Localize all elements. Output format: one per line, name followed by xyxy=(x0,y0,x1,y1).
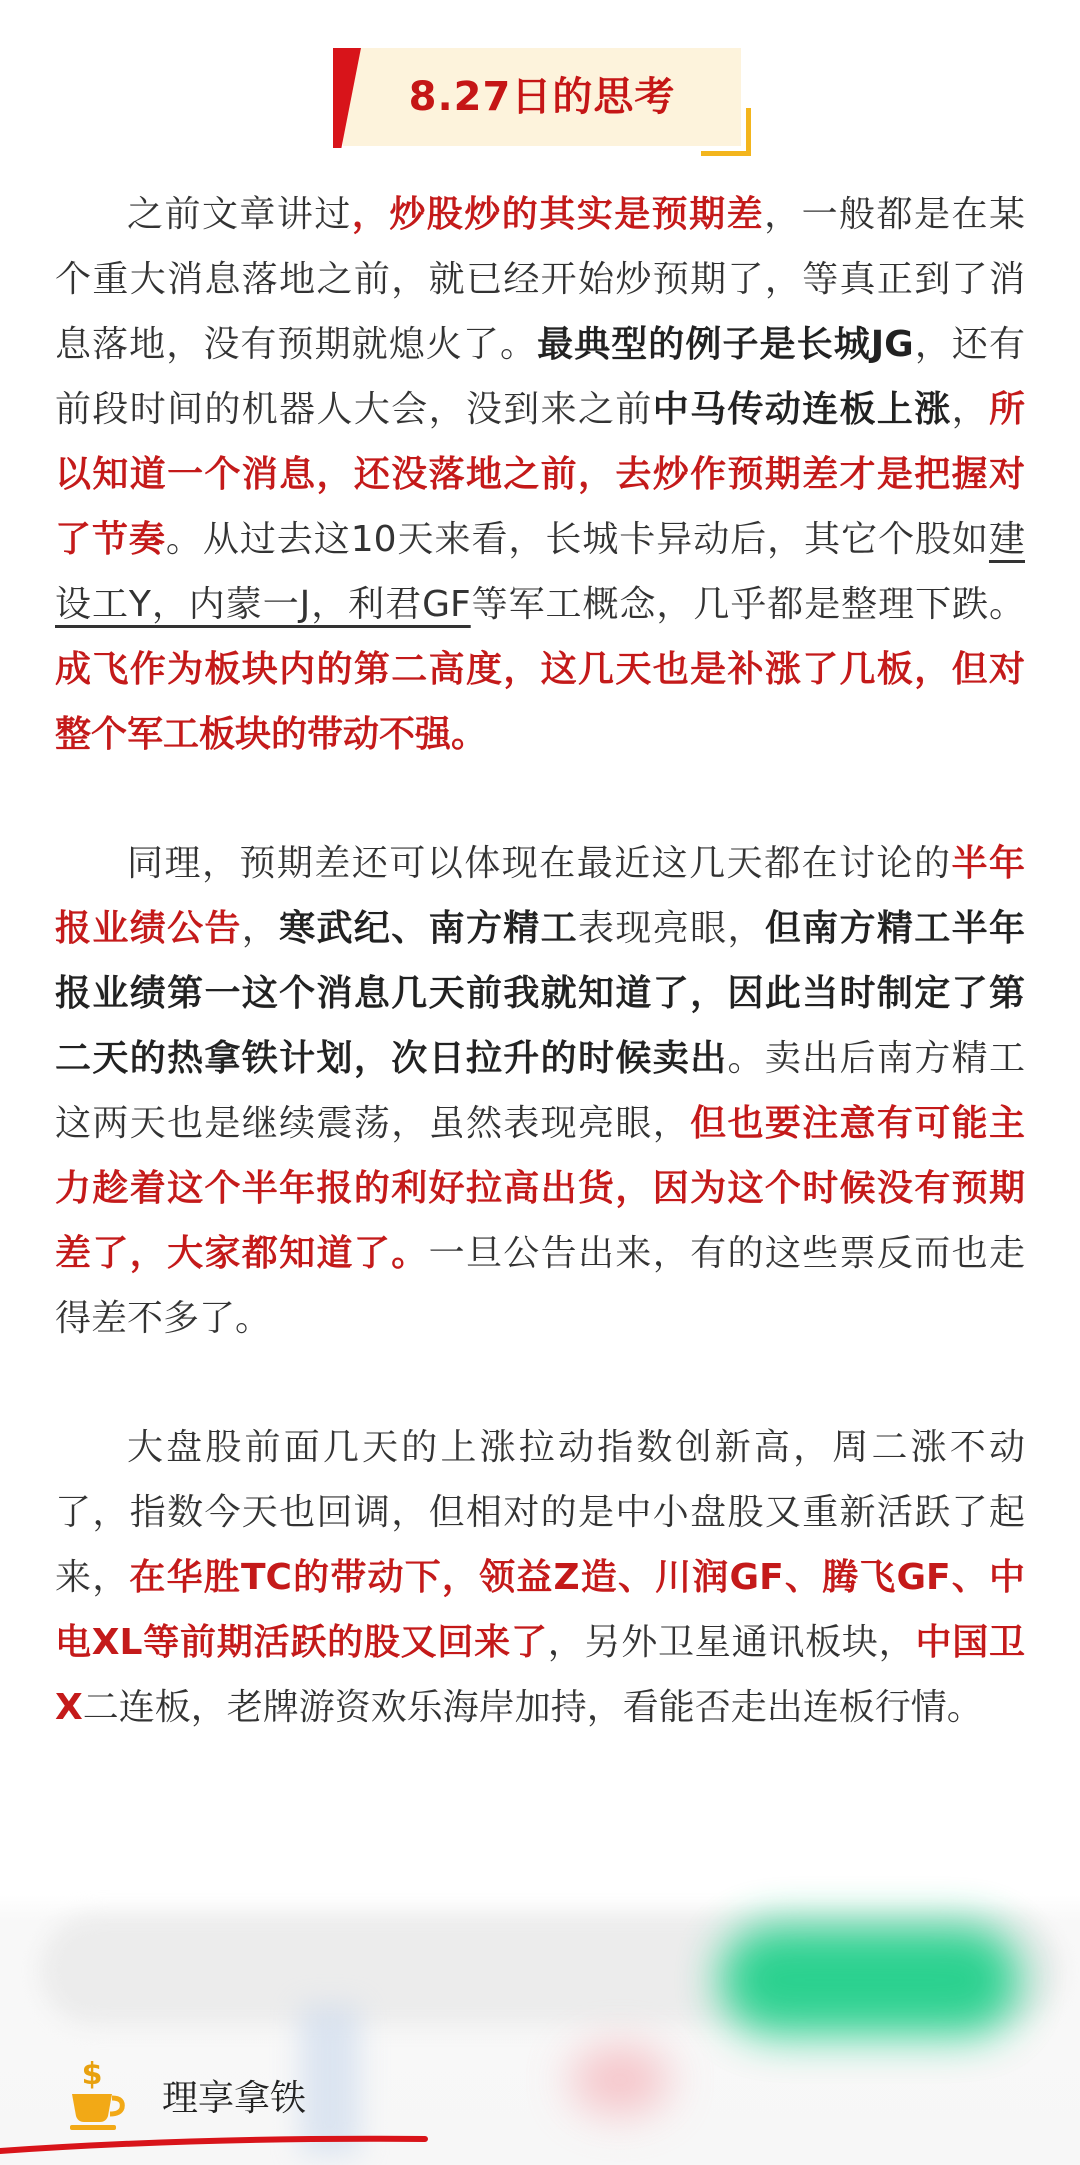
blurred-green-button[interactable] xyxy=(720,1925,1020,2035)
bottom-blurred-bar xyxy=(0,1895,1080,2165)
bold-text: 寒武纪、南方精工 xyxy=(279,908,579,949)
highlight-red-text: 半年报业绩公告 xyxy=(55,843,1025,949)
title-banner xyxy=(333,48,751,156)
page-title: 8.27日的思考 xyxy=(408,74,676,120)
body-text: ，一般都是在某个重大消息落地之前，就已经开始炒预期了，等真正到了消息落地，没有预期就熄火了。 xyxy=(55,194,1025,365)
paragraph-1 xyxy=(55,182,1025,767)
body-text: 表现亮眼， xyxy=(578,908,765,949)
highlight-red-text: 所以知道一个消息，还没落地之前，去炒作预期差才是把握对了节奏 xyxy=(55,389,1025,560)
body-text: 。从过去这10天来看，长城卡异动后，其它个股如 xyxy=(165,519,989,560)
highlight-red-text: 成飞作为板块内的第二高度，这几天也是补涨了几板，但对整个军工板块的带动不强。 xyxy=(55,649,1025,755)
body-text: 大盘股前面几天的上涨拉动指数创新高，周二涨不动了，指数今天也回调，但相对的是中小盘股又重新活跃了起来， xyxy=(55,1427,1025,1598)
body-text: ， xyxy=(241,908,280,949)
coffee-cup-dollar-icon xyxy=(66,2058,132,2132)
highlight-red-text: 但也要注意有可能主力趁着这个半年报的利好拉高出货，因为这个时候没有预期差了，大家都知道了。 xyxy=(55,1103,1025,1274)
body-text: 同理，预期差还可以体现在最近这几天都在讨论的 xyxy=(127,843,952,884)
body-text: ，还有前段时间的机器人大会，没到来之前 xyxy=(55,324,1025,430)
bold-text: 中马传动连板上涨 xyxy=(652,389,952,430)
body-text: 之前文章讲过 xyxy=(127,194,352,235)
body-text: ，另外卫星通讯板块， xyxy=(547,1622,916,1663)
paragraph-2 xyxy=(55,831,1025,1351)
author-name: 理享拿铁 xyxy=(162,2077,307,2119)
body-text: 等军工概念，几乎都是整理下跌。 xyxy=(470,584,1025,625)
body-text: 二连板，老牌游资欢乐海岸加持，看能否走出连板行情。 xyxy=(82,1687,983,1728)
body-text: 一旦公告出来，有的这些票反而也走得差不多了。 xyxy=(55,1233,1025,1339)
bold-text: 最典型的例子是长城JG xyxy=(537,324,914,365)
highlight-red-text: ，炒股炒的其实是预期差 xyxy=(351,194,765,235)
article-body xyxy=(55,182,1025,1804)
body-text: 。卖出后南方精工这两天也是继续震荡，虽然表现亮眼， xyxy=(55,1038,1025,1144)
red-brush-stroke xyxy=(0,2133,430,2155)
author-brand[interactable] xyxy=(66,2055,306,2135)
blurred-pink-spot xyxy=(570,2045,670,2115)
highlight-red-text: 中国卫X xyxy=(55,1622,1025,1728)
body-text: ， xyxy=(951,389,989,430)
highlight-red-text: 在华胜TC的带动下，领益Z造、川润GF、腾飞GF、中电XL等前期活跃的股又回来了 xyxy=(55,1557,1025,1663)
svg-text:$: $ xyxy=(81,2058,103,2092)
bold-text: 但南方精工半年报业绩第一这个消息几天前我就知道了，因此当时制定了第二天的热拿铁计划，次日拉升的时候卖出 xyxy=(55,908,1025,1079)
underlined-text: 建设工Y，内蒙一J，利君GF xyxy=(55,519,1025,625)
paragraph-3 xyxy=(55,1415,1025,1740)
